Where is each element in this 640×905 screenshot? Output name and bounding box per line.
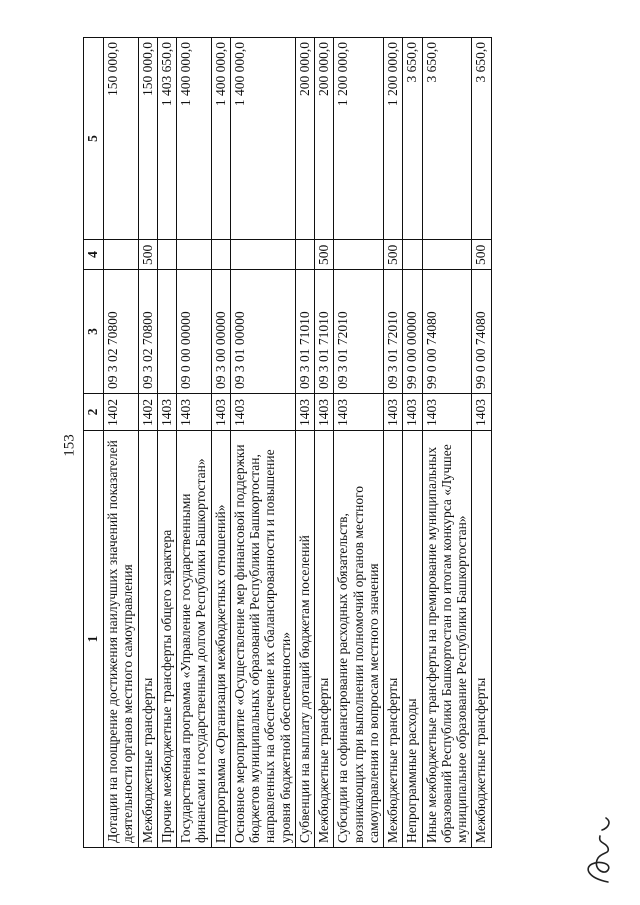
row-section-cell: 1403 <box>422 394 472 431</box>
table-row <box>138 38 157 848</box>
table-row <box>295 38 314 848</box>
row-section-cell: 1403 <box>472 394 491 431</box>
row-sum-cell: 200 000,0 <box>295 38 314 240</box>
row-sum-cell: 1 200 000,0 <box>384 38 403 240</box>
budget-table <box>83 37 492 848</box>
table-row <box>334 38 384 848</box>
row-name-cell: Межбюджетные трансферты <box>138 431 157 848</box>
row-type-cell <box>295 240 314 270</box>
row-type-cell: 500 <box>472 240 491 270</box>
row-type-cell <box>334 240 384 270</box>
row-section-cell: 1403 <box>315 394 334 431</box>
row-name-cell: Непрограммные расходы <box>403 431 422 848</box>
column-header-section: 2 <box>84 394 104 431</box>
column-header-sum: 5 <box>84 38 104 240</box>
table-row <box>157 38 176 848</box>
table-row <box>403 38 422 848</box>
table-row <box>384 38 403 848</box>
budget-table-container <box>83 38 492 848</box>
row-code-cell: 09 3 02 70800 <box>138 270 157 394</box>
row-code-cell: 09 3 01 71010 <box>315 270 334 394</box>
table-row <box>472 38 491 848</box>
table-row <box>104 38 139 848</box>
row-sum-cell: 1 400 000,0 <box>230 38 295 240</box>
row-code-cell: 09 3 01 72010 <box>384 270 403 394</box>
row-code-cell: 99 0 00 74080 <box>422 270 472 394</box>
table-row <box>211 38 230 848</box>
row-sum-cell: 150 000,0 <box>104 38 139 240</box>
row-code-cell: 09 0 00 00000 <box>177 270 212 394</box>
row-type-cell <box>157 240 176 270</box>
row-type-cell <box>422 240 472 270</box>
row-code-cell: 09 3 02 70800 <box>104 270 139 394</box>
row-name-cell: Субсидии на софинансирование расходных обязательств, возникающих при выполнении полномочий органов местного самоуправления по вопросам местного значения <box>334 431 384 848</box>
row-name-cell: Межбюджетные трансферты <box>384 431 403 848</box>
row-type-cell <box>403 240 422 270</box>
table-body <box>104 38 492 848</box>
table-row <box>230 38 295 848</box>
row-code-cell: 09 3 01 00000 <box>230 270 295 394</box>
row-sum-cell: 1 403 650,0 <box>157 38 176 240</box>
row-name-cell: Субвенции на выплату дотаций бюджетам поселений <box>295 431 314 848</box>
row-section-cell: 1403 <box>230 394 295 431</box>
row-code-cell: 09 3 00 00000 <box>211 270 230 394</box>
row-section-cell: 1403 <box>157 394 176 431</box>
row-type-cell <box>177 240 212 270</box>
row-sum-cell: 1 400 000,0 <box>177 38 212 240</box>
row-type-cell <box>104 240 139 270</box>
row-type-cell <box>230 240 295 270</box>
table-row <box>315 38 334 848</box>
row-sum-cell: 3 650,0 <box>422 38 472 240</box>
row-sum-cell: 3 650,0 <box>472 38 491 240</box>
row-name-cell: Основное мероприятие «Осуществление мер финансовой поддержки бюджетов муниципальных образований Республики Башкортостан, направленных на обеспечение их сбалансированности и повышение уровня бюджетной обеспеченности» <box>230 431 295 848</box>
row-code-cell: 99 0 00 00000 <box>403 270 422 394</box>
column-header-type: 4 <box>84 240 104 270</box>
row-type-cell <box>211 240 230 270</box>
row-section-cell: 1403 <box>334 394 384 431</box>
row-name-cell: Государственная программа «Управление государственными финансами и государственным долгом Республики Башкортостан» <box>177 431 212 848</box>
row-type-cell: 500 <box>315 240 334 270</box>
row-code-cell <box>157 270 176 394</box>
row-section-cell: 1403 <box>177 394 212 431</box>
column-header-code: 3 <box>84 270 104 394</box>
row-code-cell: 99 0 00 74080 <box>472 270 491 394</box>
row-section-cell: 1402 <box>104 394 139 431</box>
row-section-cell: 1403 <box>403 394 422 431</box>
signature-mark <box>578 808 622 888</box>
page-number: 153 <box>61 434 78 457</box>
row-sum-cell: 200 000,0 <box>315 38 334 240</box>
row-sum-cell: 150 000,0 <box>138 38 157 240</box>
row-section-cell: 1403 <box>295 394 314 431</box>
row-sum-cell: 1 400 000,0 <box>211 38 230 240</box>
row-name-cell: Подпрограмма «Организация межбюджетных отношений» <box>211 431 230 848</box>
column-header-name: 1 <box>84 431 104 848</box>
row-sum-cell: 1 200 000,0 <box>334 38 384 240</box>
row-section-cell: 1403 <box>384 394 403 431</box>
row-code-cell: 09 3 01 71010 <box>295 270 314 394</box>
row-sum-cell: 3 650,0 <box>403 38 422 240</box>
row-name-cell: Межбюджетные трансферты <box>315 431 334 848</box>
row-section-cell: 1403 <box>211 394 230 431</box>
row-name-cell: Иные межбюджетные трансферты на премирование муниципальных образований Республики Башкортостан по итогам конкурса «Лучшее муниципальное образование Республики Башкортостан» <box>422 431 472 848</box>
row-type-cell: 500 <box>138 240 157 270</box>
row-code-cell: 09 3 01 72010 <box>334 270 384 394</box>
row-section-cell: 1402 <box>138 394 157 431</box>
row-name-cell: Межбюджетные трансферты <box>472 431 491 848</box>
table-row <box>177 38 212 848</box>
table-header-row <box>84 38 104 848</box>
row-name-cell: Дотации на поощрение достижения наилучших значений показателей деятельности органов местного самоуправления <box>104 431 139 848</box>
table-row <box>422 38 472 848</box>
row-type-cell: 500 <box>384 240 403 270</box>
row-name-cell: Прочие межбюджетные трансферты общего характера <box>157 431 176 848</box>
